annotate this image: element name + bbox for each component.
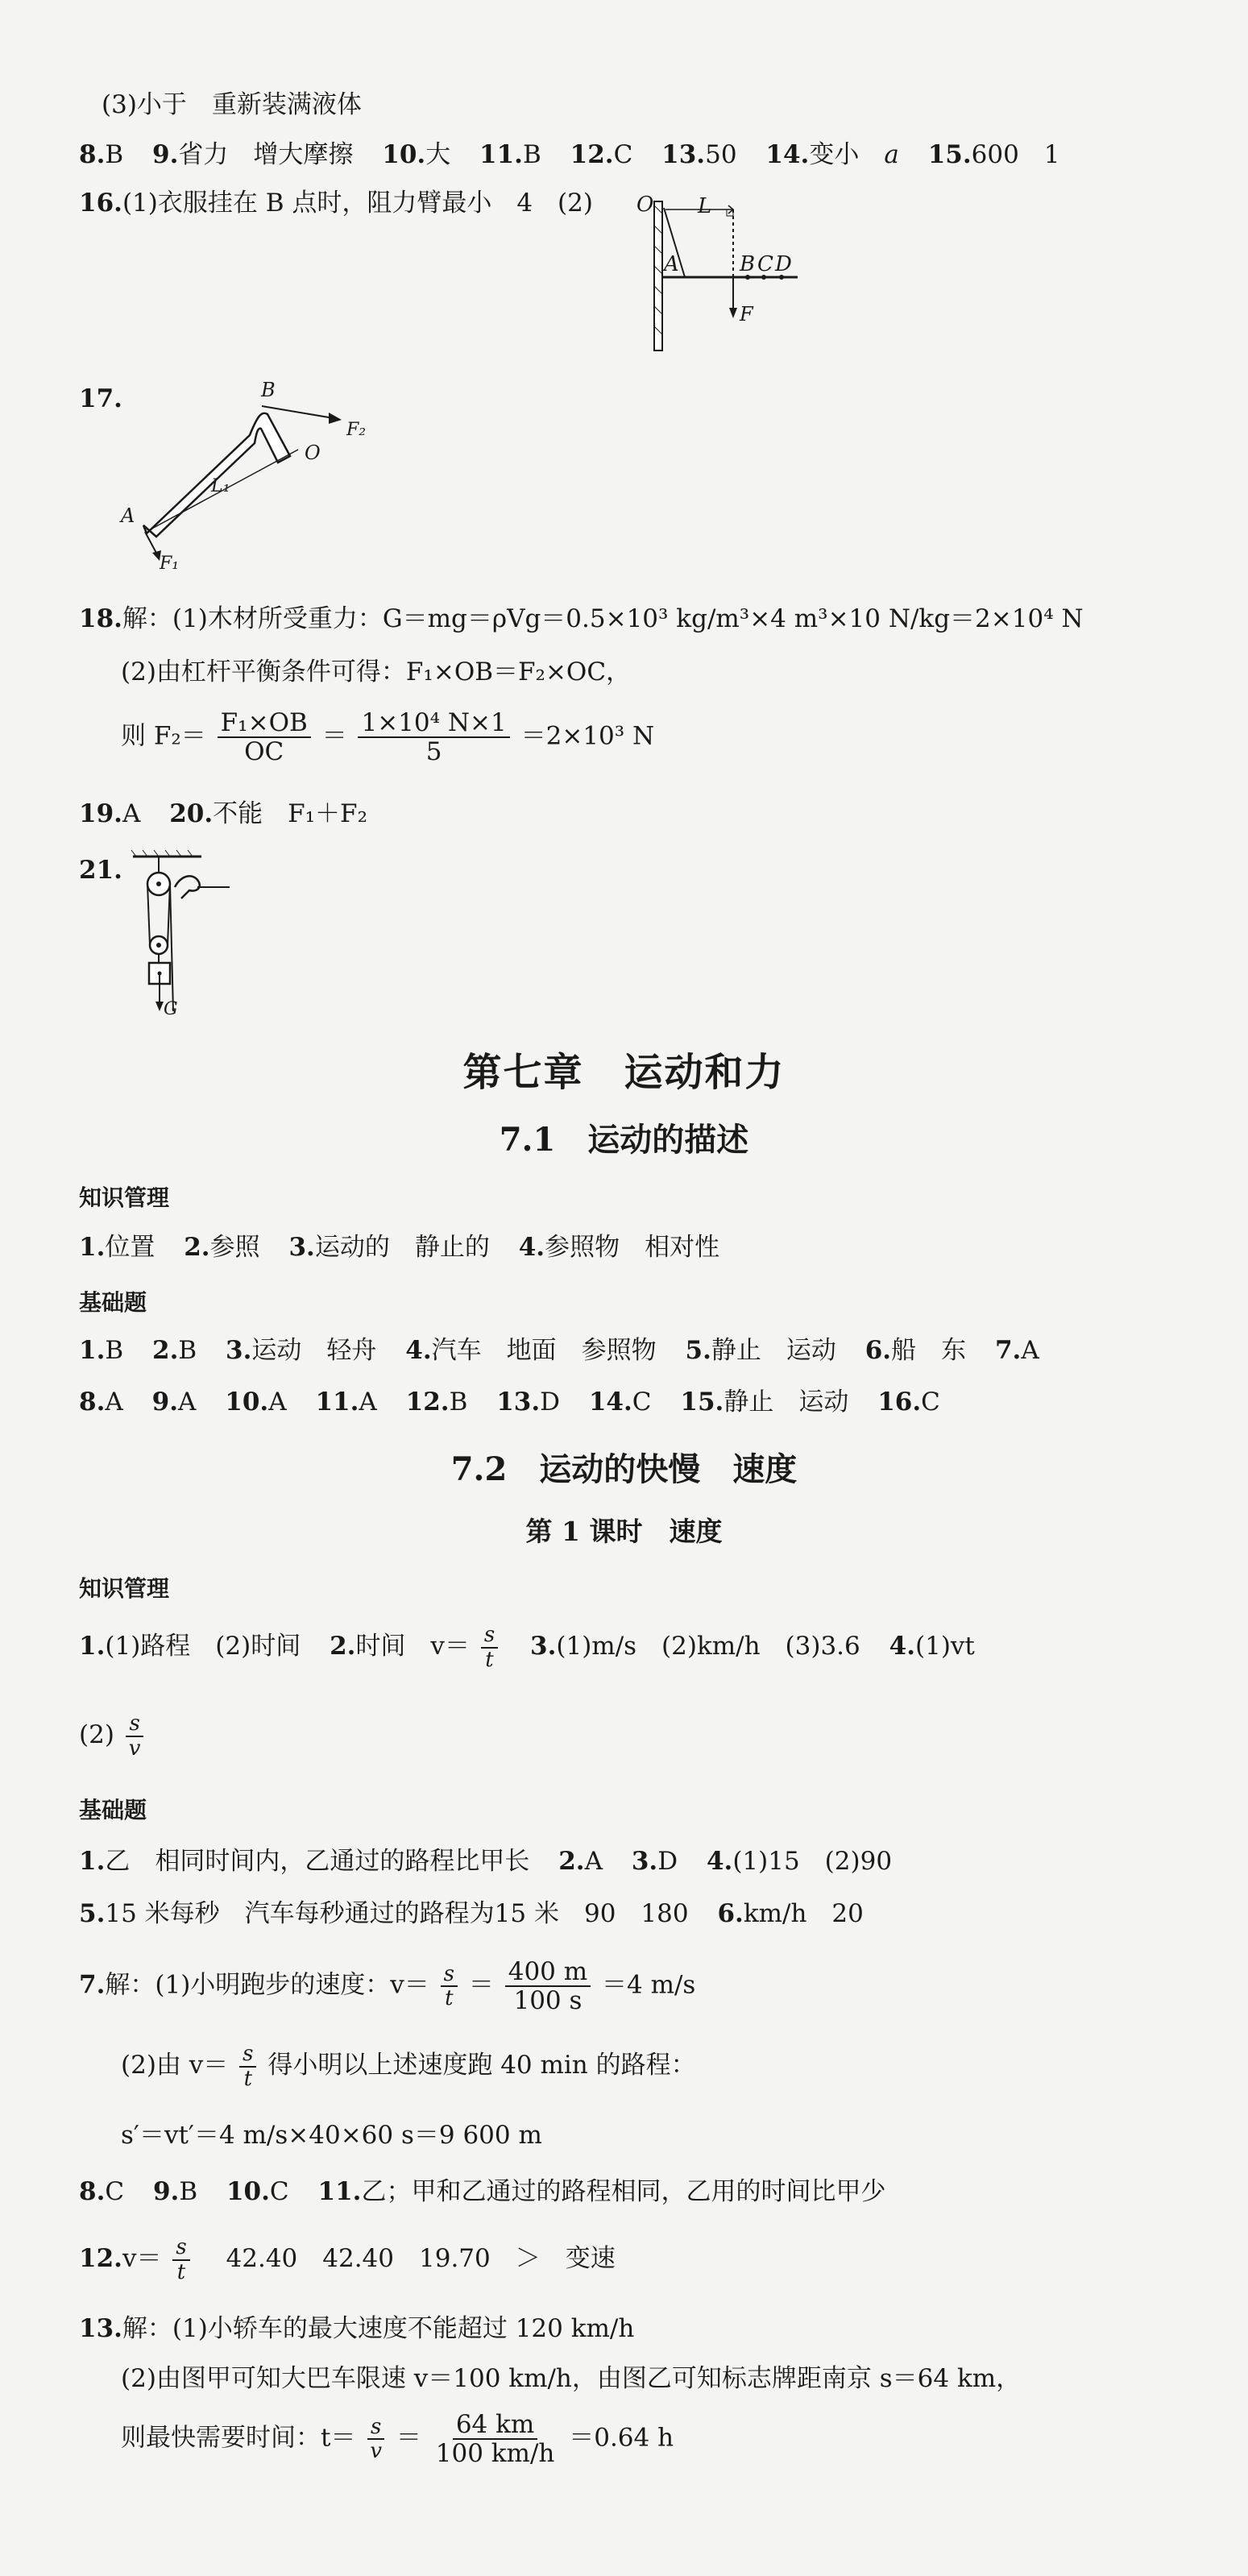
lever-diagram-17 xyxy=(113,379,387,580)
section-7-1-title: 7.1 运动的描述 xyxy=(499,1121,749,1159)
s72-answer-7-line-3: s′＝vt′＝4 m/s×40×60 s＝9 600 m xyxy=(121,2121,542,2150)
fraction: $\frac{s}{v}$ xyxy=(126,1712,144,1760)
point-C-label: C xyxy=(757,252,773,276)
arm-L1-label: L₁ xyxy=(211,476,230,496)
point-A-label: A xyxy=(121,504,135,527)
point-O-label: O xyxy=(305,442,321,464)
s72-basic-row-3: 8.C 9.B 10.C 11.乙；甲和乙通过的路程相同，乙用的时间比甲少 xyxy=(79,2177,886,2206)
point-B-label: B xyxy=(740,252,756,276)
force-F1-label: F₁ xyxy=(160,554,180,574)
point-A-label: A xyxy=(664,252,679,276)
fraction: $\frac{s}{t}$ xyxy=(441,1963,458,2010)
force-F-label: F xyxy=(740,303,753,326)
fraction: $\frac{s}{t}$ xyxy=(481,1624,498,1671)
answer-18-line-3: 则 F₂＝ $\frac{\text{F₁×OB}}{OC}$ ＝ $\frac{\text{1×10⁴ N×1}}{5}$ ＝2×10³ N xyxy=(121,708,655,767)
answer-line-3: (3)小于 重新装满液体 xyxy=(102,90,362,119)
s71-basic-row-1: 1.B 2.B 3.运动 轻舟 4.汽车 地面 参照物 5.静止 运动 6.船 东 7.A xyxy=(79,1336,1039,1365)
s72-knowledge-row-2: (2) $\frac{s}{v}$ xyxy=(79,1712,147,1760)
chapter-title: 第七章 运动和力 xyxy=(462,1050,786,1095)
answer-19-20: 19.A 20.不能 F₁＋F₂ xyxy=(79,799,367,828)
point-D-label: D xyxy=(775,252,792,276)
lever-diagram-16 xyxy=(636,193,822,355)
gravity-G-label: G xyxy=(164,999,178,1019)
heading-basic: 基础题 xyxy=(79,1797,147,1823)
answer-18-line-2: (2)由杠杆平衡条件可得：F₁×OB＝F₂×OC， xyxy=(121,657,632,687)
fraction: $\frac{\text{F₁×OB}}{OC}$ xyxy=(218,709,311,765)
force-F2-label: F₂ xyxy=(346,420,367,440)
s71-knowledge-answers: 1.位置 2.参照 3.运动的 静止的 4.参照物 相对性 xyxy=(79,1233,720,1262)
answer-16: 16.(1)衣服挂在 B 点时，阻力臂最小 4 (2) xyxy=(79,189,593,218)
fraction: $\frac{64 km}{100 km/h}$ xyxy=(435,2410,555,2469)
point-B-label: B xyxy=(261,379,276,401)
heading-basic: 基础题 xyxy=(79,1289,147,1316)
s72-answer-13-line-1: 13.解：(1)小轿车的最大速度不能超过 120 km/h xyxy=(79,2314,635,2343)
s71-basic-row-2: 8.A 9.A 10.A 11.A 12.B 13.D 14.C 15.静止 运动 16.C xyxy=(79,1388,940,1417)
answer-row-8-15: 8.B 9.省力 增大摩擦 10.大 11.B 12.C 13.50 14.变小 a 15.600 1 xyxy=(79,140,1060,169)
pulley-diagram-21 xyxy=(125,850,246,1035)
s72-knowledge-row-1: 1.(1)路程 (2)时间 2.时间 v＝ $\frac{s}{t}$ 3.(1)m/s (2)km/h (3)3.6 4.(1)vt xyxy=(79,1623,975,1672)
heading-knowledge: 知识管理 xyxy=(79,1184,170,1211)
fraction: $\frac{s}{t}$ xyxy=(172,2236,189,2284)
answer-18-line-1: 18.解：(1)木材所受重力：G＝mg＝ρVg＝0.5×10³ kg/m³×4 m³×10 N/kg＝2×10⁴ N xyxy=(79,604,1084,633)
answer-17: 17. xyxy=(79,384,122,413)
s72-basic-row-2: 5.15 米每秒 汽车每秒通过的路程为15 米 90 180 6.km/h 20 xyxy=(79,1899,864,1928)
s72-answer-12: 12.v＝ $\frac{s}{t}$ 42.40 42.40 19.70 ＞ 变速 xyxy=(79,2235,616,2284)
s72-answer-13-line-2: (2)由图甲可知大巴车限速 v＝100 km/h，由图乙可知标志牌距南京 s＝64 km， xyxy=(121,2364,1022,2393)
fraction: $\frac{s}{v}$ xyxy=(367,2416,385,2463)
section-7-2-title: 7.2 运动的快慢 速度 xyxy=(450,1450,798,1488)
answer-21: 21. xyxy=(79,856,122,885)
s72-answer-7-line-2: (2)由 v＝ $\frac{s}{t}$ 得小明以上述速度跑 40 min 的路程： xyxy=(121,2042,696,2091)
fraction: $\frac{400 m}{100 s}$ xyxy=(505,1958,591,2014)
fraction: $\frac{s}{t}$ xyxy=(239,2043,256,2090)
lesson-title: 第 1 课时 速度 xyxy=(525,1516,723,1547)
arm-L-label: L xyxy=(698,194,712,218)
s72-answer-13-line-3: 则最快需要时间：t＝ $\frac{s}{v}$ ＝ $\frac{64 km}{100 km/h}$ ＝0.64 h xyxy=(121,2410,674,2469)
s72-basic-row-1: 1.乙 相同时间内，乙通过的路程比甲长 2.A 3.D 4.(1)15 (2)90 xyxy=(79,1847,893,1876)
point-O-label: O xyxy=(636,193,654,217)
fraction: $\frac{\text{1×10⁴ N×1}}{5}$ xyxy=(358,709,509,765)
heading-knowledge: 知识管理 xyxy=(79,1575,170,1602)
s72-answer-7-line-1: 7.解：(1)小明跑步的速度：v＝ $\frac{s}{t}$ ＝ $\frac{400 m}{100 s}$ ＝4 m/s xyxy=(79,1957,696,2016)
